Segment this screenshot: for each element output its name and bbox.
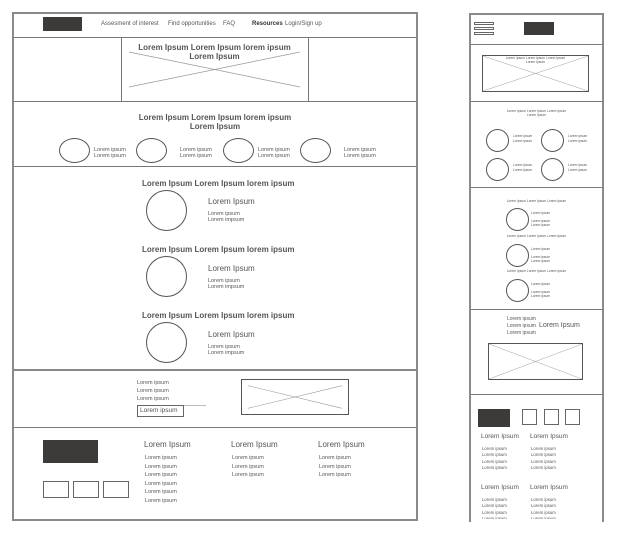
feature-1-title: Lorem Ipsum Lorem Ipsum lorem ipsum (142, 179, 295, 188)
mobile-signup-text: Lorem ipsum Lorem ipsum Lorem ipsum (507, 316, 536, 336)
mobile-footer-logo (478, 409, 510, 427)
mobile-hero-caption: Lorem Ipsum Lorem Ipsum Lorem Ipsum Lorem Ipsum (505, 56, 566, 64)
section2-circle-1 (59, 138, 90, 163)
mobile-feature-1-heading: Lorem Ipsum (531, 211, 551, 215)
mobile-section2-circle-1 (486, 129, 509, 152)
section2-bottom-divider (14, 166, 416, 167)
section2-circle-4 (300, 138, 331, 163)
footer-col-2-list: Lorem ipsum Lorem ipsum Lorem ipsum (232, 455, 264, 479)
hamburger-icon[interactable] (474, 22, 494, 36)
mobile-footer-list-1: Lorem ipsum Lorem ipsum Lorem ipsum Lorem ipsum (482, 446, 507, 471)
mobile-section2-title-3: Lorem Ipsum (513, 163, 533, 167)
mobile-feature-3-body: Lorem ipsum Lorem ipsum (531, 290, 551, 298)
mobile-logo (524, 22, 554, 35)
signup-input-line (184, 405, 206, 406)
mobile-header-divider (471, 44, 602, 45)
feature-1-body: Lorem ipsum Lorem impsum (208, 211, 245, 224)
feature-3-heading: Lorem Ipsum (208, 330, 255, 339)
footer-social-box-3[interactable] (103, 481, 129, 498)
mobile-footer-heading-4: Lorem Ipsum (530, 484, 568, 491)
mobile-feature-2-title: Lorem Ipsum Lorem Ipsum Lorem Ipsum (506, 234, 567, 238)
mobile-footer-cutoff-mask (471, 519, 602, 522)
mobile-section2-circle-2 (541, 129, 564, 152)
footer-col-1-list: Lorem ipsum Lorem ipsum Lorem ipsum Lorem ipsum Lorem ipsum Lorem ipsum (145, 455, 177, 504)
section2-text-4: Lorem ipsum Lorem ipsum (344, 147, 376, 160)
mobile-footer-list-2: Lorem ipsum Lorem ipsum Lorem ipsum Lorem ipsum (531, 446, 556, 471)
feature-2-circle (146, 256, 187, 297)
mobile-footer-list-3: Lorem ipsum Lorem ipsum Lorem ipsum (482, 497, 507, 515)
mobile-feature-2-heading: Lorem Ipsum (531, 247, 551, 251)
footer-logo (43, 440, 98, 463)
feature-3-body: Lorem ipsum Lorem impsum (208, 344, 245, 357)
desktop-logo (43, 17, 82, 31)
features-bottom-divider (14, 369, 416, 371)
mobile-section2-title: Lorem Ipsum Lorem Ipsum Lorem Ipsum Lorem Ipsum (506, 109, 567, 117)
signup-bottom-divider (14, 427, 416, 428)
mobile-features-divider (471, 309, 602, 310)
feature-1-heading: Lorem Ipsum (208, 197, 255, 206)
section2-text-1: Lorem ipsum Lorem ipsum (94, 147, 126, 160)
mobile-feature-3-title: Lorem Ipsum Lorem Ipsum Lorem Ipsum (506, 269, 567, 273)
hero-right-divider (308, 37, 309, 101)
section2-circle-3 (223, 138, 254, 163)
mobile-feature-3-heading: Lorem Ipsum (531, 282, 551, 286)
mobile-social-box-1[interactable] (522, 409, 537, 425)
signup-button-label: Lorem ipsum (140, 407, 178, 414)
feature-2-body: Lorem ipsum Lorem impsum (208, 278, 245, 291)
footer-col-1-heading: Lorem Ipsum (144, 440, 191, 449)
mobile-section2-circle-4 (541, 158, 564, 181)
mobile-section2-circle-3 (486, 158, 509, 181)
signup-text: Lorem ipsum Lorem ipsum Lorem ipsum (137, 380, 169, 402)
feature-2-heading: Lorem Ipsum (208, 264, 255, 273)
nav-faq[interactable]: FAQ (223, 21, 236, 27)
signup-image-placeholder (241, 379, 349, 415)
mobile-footer-heading-1: Lorem Ipsum (481, 433, 519, 440)
mobile-footer-heading-2: Lorem Ipsum (530, 433, 568, 440)
mobile-section2-body-3: Lorem ipsum (513, 168, 533, 172)
footer-col-2-heading: Lorem Ipsum (231, 440, 278, 449)
section2-title: Lorem Ipsum Lorem Ipsum lorem ipsum Lorem Ipsum (138, 113, 292, 132)
mobile-feature-1-body: Lorem ipsum Lorem ipsum (531, 219, 551, 227)
nav-resources[interactable]: Resources (252, 21, 283, 27)
mobile-social-box-2[interactable] (544, 409, 559, 425)
hero-bottom-divider (14, 101, 416, 102)
footer-social-box-1[interactable] (43, 481, 69, 498)
mobile-section2-title-1: Lorem Ipsum (513, 134, 533, 138)
mobile-signup-divider (471, 394, 602, 395)
feature-3-title: Lorem Ipsum Lorem Ipsum lorem ipsum (142, 311, 295, 320)
mobile-section2-title-4: Lorem Ipsum (568, 163, 588, 167)
mobile-feature-2-body: Lorem ipsum Lorem ipsum (531, 255, 551, 263)
mobile-signup-placeholder (488, 343, 583, 380)
hero-title: Lorem Ipsum Lorem Ipsum lorem ipsum Lorem Ipsum (138, 43, 291, 62)
section2-text-3: Lorem ipsum Lorem ipsum (258, 147, 290, 160)
mobile-footer-heading-3: Lorem Ipsum (481, 484, 519, 491)
footer-col-3-list: Lorem ipsum Lorem ipsum Lorem ipsum (319, 455, 351, 479)
nav-login-signup[interactable]: Login/Sign up (285, 21, 322, 27)
mobile-social-box-3[interactable] (565, 409, 580, 425)
feature-1-circle (146, 190, 187, 231)
nav-find-opportunities[interactable]: Find opportunities (168, 21, 216, 27)
mobile-hero-divider (471, 101, 602, 102)
section2-text-2: Lorem ipsum Lorem ipsum (180, 147, 212, 160)
mobile-feature-3-circle (506, 279, 529, 302)
mobile-feature-1-title: Lorem Ipsum Lorem Ipsum Lorem Ipsum (506, 199, 567, 203)
mobile-footer-list-4: Lorem ipsum Lorem ipsum Lorem ipsum (531, 497, 556, 515)
mobile-feature-2-circle (506, 244, 529, 267)
mobile-section2-divider (471, 187, 602, 188)
mobile-section2-body-4: Lorem ipsum (568, 168, 588, 172)
mobile-section2-body-2: Lorem ipsum (568, 139, 588, 143)
feature-2-title: Lorem Ipsum Lorem Ipsum lorem ipsum (142, 245, 295, 254)
footer-social-box-2[interactable] (73, 481, 99, 498)
feature-3-circle (146, 322, 187, 363)
mobile-section2-body-1: Lorem ipsum (513, 139, 533, 143)
section2-circle-2 (136, 138, 167, 163)
nav-assessment[interactable]: Assesment of interest (101, 21, 159, 27)
footer-col-3-heading: Lorem Ipsum (318, 440, 365, 449)
mobile-signup-heading: Lorem Ipsum (539, 322, 580, 329)
mobile-section2-title-2: Lorem Ipsum (568, 134, 588, 138)
mobile-feature-1-circle (506, 208, 529, 231)
